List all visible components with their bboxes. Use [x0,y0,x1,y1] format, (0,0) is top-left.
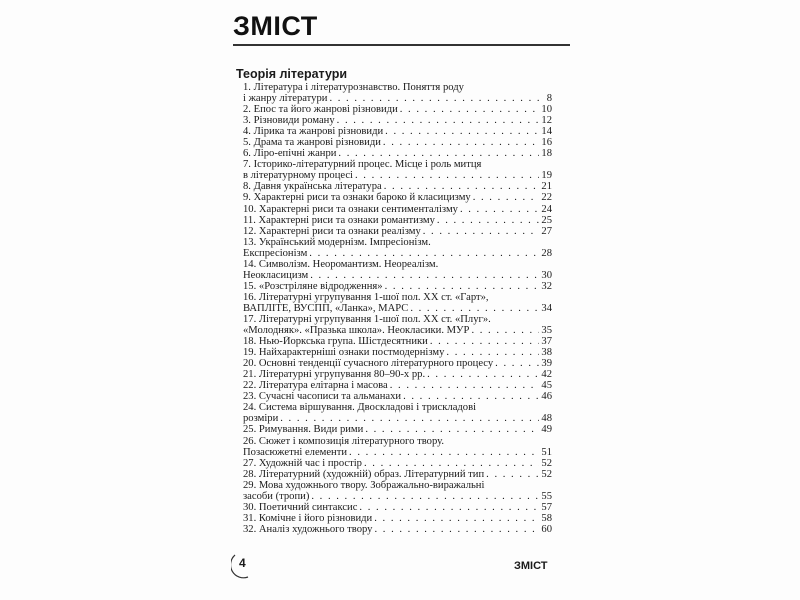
toc-entry-text: 19. Найхарактерніші ознаки постмодернізму [243,347,445,359]
toc-entry-page: 27 [541,225,552,237]
toc-entry-text: 32. Аналіз художнього твору [243,523,373,535]
toc-entry-text: 4. Лірика та жанрові різновиди [243,126,384,138]
toc-entry-page: 32 [541,280,552,292]
toc-entry-text: 17. Літературні угрупування 1-шої пол. XX ст. «Плуг». [243,313,491,325]
toc-entry-text: 24. Система віршування. Двоскладові і трискладові [243,402,477,414]
dot-leader [430,336,540,347]
dot-leader [385,126,539,137]
dot-leader [338,148,539,159]
page-number: 4 [239,556,246,570]
toc-entry [243,491,552,502]
toc-entry [243,204,552,215]
toc-entry [243,502,552,513]
toc-entry-text: 25. Римування. Види рими [243,424,364,436]
toc-entry [243,215,552,226]
dot-leader [364,458,539,469]
toc-entry-page: 24 [541,203,552,215]
toc-entry-text: 3. Різновиди роману [243,115,335,127]
toc-entry-page: 22 [541,192,552,204]
toc-entry [243,248,552,259]
toc-entry-text: 29. Мова художнього твору. Зображально-виражальні [243,479,485,491]
toc-entry [243,524,552,535]
toc-entry-page: 28 [541,247,552,259]
toc-entry [243,226,552,237]
toc-entry-page: 52 [541,457,552,469]
toc-entry-page: 58 [541,512,552,524]
toc-entry-page: 12 [541,115,552,127]
toc-entry [243,480,552,491]
toc-entry-text: 21. Літературні угрупування 80–90-х рр. [243,369,426,381]
toc-entry-text: 15. «Розстріляне відродження» [243,280,383,292]
dot-leader [403,391,539,402]
dot-leader [280,413,539,424]
dot-leader [329,93,544,104]
dot-leader [384,181,540,192]
toc-entry-text: 26. Сюжет і композиція літературного твору. [243,435,444,447]
toc-entry-page: 18 [541,148,552,160]
toc-entry-page: 19 [541,170,552,182]
toc-entry [243,93,552,104]
dot-leader [423,226,540,237]
toc-entry [243,237,552,248]
toc-entry-text: 31. Комічне і його різновиди [243,512,373,524]
dot-leader [400,104,540,115]
dot-leader [337,115,540,126]
toc-entry [243,82,552,93]
title-rule [233,44,570,46]
toc-entry-text: 1. Література і літературознавство. Поняття роду [243,82,464,93]
toc-entry [243,413,552,424]
dot-leader [374,513,539,524]
dot-leader [311,491,539,502]
toc-entry-page: 48 [541,413,552,425]
toc-entry [243,126,552,137]
toc-entry-page: 21 [541,181,552,193]
page-corner-arc-icon [231,551,261,579]
toc-entry-text: 10. Характерні риси та ознаки сентименталізму [243,203,458,215]
toc-entry-text: 12. Характерні риси та ознаки реалізму [243,225,421,237]
toc-entry [243,424,552,435]
dot-leader [359,502,539,513]
toc-entry [243,447,552,458]
toc-entry [243,181,552,192]
toc-entry [243,380,552,391]
dot-leader [437,215,540,226]
toc-entry [243,104,552,115]
toc-entry-page: 60 [541,523,552,535]
toc-entry-text: в літературному процесі [243,170,353,182]
dot-leader [365,424,539,435]
toc-entry-text: 14. Символізм. Неоромантизм. Неореалізм. [243,258,439,270]
toc-entry-page: 57 [541,501,552,513]
toc-entry [243,159,552,170]
toc-entry-text: і жанру літератури [243,93,328,105]
toc-entry-page: 42 [541,369,552,381]
toc-entry-page: 25 [541,214,552,226]
toc-entry [243,391,552,402]
table-of-contents [243,82,552,535]
toc-entry-text: 27. Художній час і простір [243,457,362,469]
toc-entry [243,325,552,336]
toc-entry [243,402,552,413]
dot-leader [460,204,539,215]
toc-entry-page: 39 [541,358,552,370]
dot-leader [383,137,539,148]
toc-entry-page: 45 [541,380,552,392]
toc-entry [243,369,552,380]
toc-entry [243,292,552,303]
dot-leader [486,469,539,480]
toc-entry-text: ВАПЛІТЕ, ВУСПП, «Ланка», МАРС [243,302,409,314]
toc-entry-page: 16 [541,137,552,149]
running-title: ЗМІСТ [514,560,548,572]
toc-entry [243,469,552,480]
toc-entry-text: 13. Український модернізм. Імпресіонізм. [243,236,431,248]
toc-entry-text: розміри [243,413,279,425]
toc-entry-text: Неокласицизм [243,269,309,281]
dot-leader [310,270,539,281]
dot-leader [427,369,539,380]
toc-entry [243,115,552,126]
dot-leader [473,192,540,203]
toc-entry [243,358,552,369]
toc-entry [243,137,552,148]
toc-entry-text: 2. Епос та його жанрові різновиди [243,104,398,116]
toc-entry-page: 14 [541,126,552,138]
toc-entry-page: 30 [541,269,552,281]
toc-entry-text: 11. Характерні риси та ознаки романтизму [243,214,435,226]
dot-leader [495,358,539,369]
toc-entry-text: 16. Літературні угрупування 1-шої пол. XX ст. «Гарт», [243,291,489,303]
toc-entry-page: 46 [541,391,552,403]
dot-leader [390,380,540,391]
toc-entry-text: 18. Нью-Йоркська група. Шістдесятники [243,336,428,348]
toc-entry [243,347,552,358]
toc-entry-page: 55 [541,490,552,502]
dot-leader [374,524,539,535]
toc-entry-text: 20. Основні тенденції сучасного літературного процесу [243,358,494,370]
toc-entry-text: 6. Ліро-епічні жанри [243,148,337,160]
page-title: ЗМІСТ [233,11,318,41]
toc-entry-page: 38 [541,347,552,359]
toc-entry-page: 35 [541,325,552,337]
dot-leader [355,170,539,181]
section-heading: Теорія літератури [236,67,348,81]
toc-entry-text: Експресіонізм [243,247,308,259]
toc-entry [243,259,552,270]
toc-entry [243,270,552,281]
dot-leader [349,447,539,458]
toc-entry [243,170,552,181]
toc-entry-page: 51 [541,446,552,458]
toc-entry-page: 34 [541,302,552,314]
toc-entry-text: 22. Література елітарна і масова [243,380,388,392]
toc-entry-text: «Молодняк». «Празька школа». Неокласики. МУР [243,325,470,337]
toc-entry [243,314,552,325]
toc-entry-page: 10 [541,104,552,116]
toc-entry-text: 23. Сучасні часописи та альманахи [243,391,402,403]
toc-entry-text: Позасюжетні елементи [243,446,348,458]
toc-entry-text: 30. Поетичний синтаксис [243,501,358,513]
toc-entry-text: засоби (тропи) [243,490,310,502]
toc-entry-text: 5. Драма та жанрові різновиди [243,137,381,149]
dot-leader [385,281,540,292]
dot-leader [309,248,539,259]
toc-entry-text: 8. Давня українська література [243,181,382,193]
toc-entry-text: 9. Характерні риси та ознаки бароко й класицизму [243,192,471,204]
toc-entry-page: 49 [541,424,552,436]
toc-entry [243,192,552,203]
toc-entry [243,513,552,524]
toc-entry-page: 8 [546,93,552,105]
dot-leader [446,347,539,358]
toc-entry [243,436,552,447]
toc-entry [243,281,552,292]
toc-entry [243,458,552,469]
toc-entry [243,303,552,314]
toc-entry [243,336,552,347]
toc-entry [243,148,552,159]
dot-leader [410,303,539,314]
toc-entry-page: 37 [541,336,552,348]
toc-entry-text: 28. Літературний (художній) образ. Літературний тип [243,468,485,480]
toc-entry-text: 7. Історико-літературний процес. Місце і роль митця [243,159,482,171]
toc-entry-page: 52 [541,468,552,480]
dot-leader [471,325,539,336]
